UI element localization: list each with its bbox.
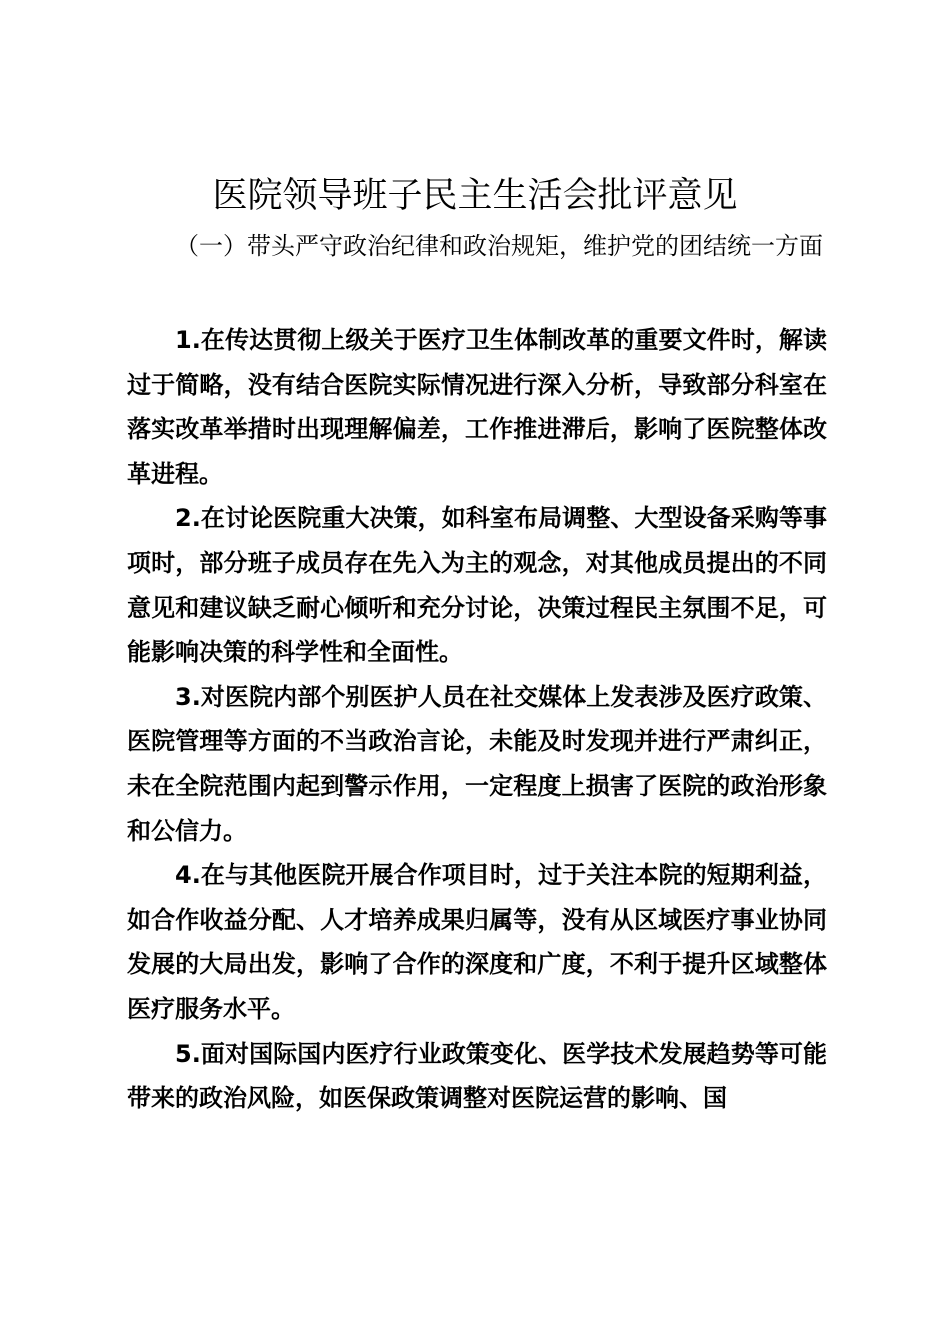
document-body xyxy=(127,318,827,1121)
paragraph-1: 1.在传达贯彻上级关于医疗卫生体制改革的重要文件时，解读过于简略，没有结合医院实际情况进行深入分析，导致部分科室在落实改革举措时出现理解偏差，工作推进滞后，影响了医院整体改革进程。 xyxy=(127,326,827,488)
paragraph-3: 3.对医院内部个别医护人员在社交媒体上发表涉及医疗政策、医院管理等方面的不当政治言论，未能及时发现并进行严肃纠正，未在全院范围内起到警示作用，一定程度上损害了医院的政治形象和公信力。 xyxy=(127,682,827,845)
paragraph-2: 2.在讨论医院重大决策，如科室布局调整、大型设备采购等事项时，部分班子成员存在先入为主的观念，对其他成员提出的不同意见和建议缺乏耐心倾听和充分讨论，决策过程民主氛围不足，可能影响决策的科学性和全面性。 xyxy=(127,504,827,667)
paragraph-5: 5.面对国际国内医疗行业政策变化、医学技术发展趋势等可能带来的政治风险，如医保政策调整对医院运营的影响、国 xyxy=(127,1039,827,1113)
section-heading: （一）带头严守政治纪律和政治规矩，维护党的团结统一方面 xyxy=(175,232,823,260)
document-title: 医院领导班子民主生活会批评意见 xyxy=(212,176,738,216)
paragraph-4: 4.在与其他医院开展合作项目时，过于关注本院的短期利益，如合作收益分配、人才培养成果归属等，没有从区域医疗事业协同发展的大局出发，影响了合作的深度和广度，不利于提升区域整体医疗服务水平。 xyxy=(127,861,827,1023)
